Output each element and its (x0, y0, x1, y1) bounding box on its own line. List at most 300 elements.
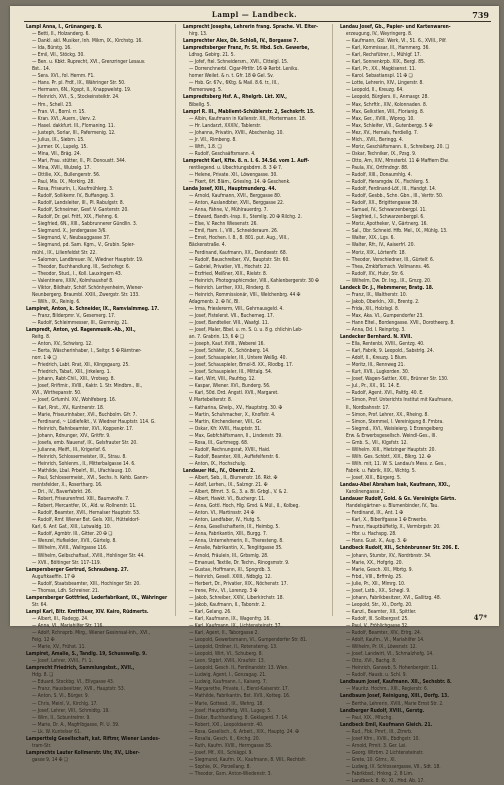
directory-entry: — Leopold, Gesch. II., Ferdinandstr. 13. Wien. (189, 665, 289, 672)
directory-entry: — Margarethe, Private, I., Elend-Kaiserstr. 17. (189, 686, 290, 693)
directory-entry: — Marie, Gesch. XII., Mbrtg. 9. (346, 566, 413, 573)
directory-entry: — Ferdinand, ~ Lüdiefelkt., V. Wiedner Hauptstr. 114. G. (32, 418, 156, 425)
directory-entry: — Emanuel, Textile, Dr. Techn., Rinogsmstr. 9. (189, 559, 290, 566)
directory-entry: — Mari, Frau. stütter, II., Pl. Donoustt. 344. (32, 157, 127, 164)
directory-entry: — Jakob, Schreiber, XXIV., Liberkirchstr. 18. (189, 594, 284, 601)
directory-entry: — Mathilde, Lbal. Prbelrf., III., Ufachlausg. 10. (32, 467, 133, 474)
directory-entry: — Johann, Rabt-Chil., XIII., Vrotseg. 8. (32, 376, 115, 383)
directory-entry: — Rudolf, Schleimmesser, III., Giemmig. 21. (32, 319, 129, 326)
directory-entry: — Anton, S. VI., Bürger. 9. (32, 693, 90, 700)
directory-entry: — Franz, Hausbesitzer, XVII., Hauptstr. 53. (32, 686, 126, 693)
directory-entry: — Marie, Friseurinhaber, XVI., Buchbolm. Gfr. 7. (32, 411, 137, 418)
directory-entry: — Karl, X., Biberlfgasse 1 ✠ Erwerbs. (346, 517, 428, 524)
directory-entry: — Heinrich, Rommissionär, VIII., Welchenbrg. 44 ✠ (189, 291, 301, 298)
directory-entry: — Theodor, Gsm. Anton-Wiedenstr. 3. (189, 770, 272, 777)
directory-entry: — Josef, Landwirt, VI., Schmalzhofg. 14. (346, 651, 434, 658)
directory-entry: — Rudolf, Beamter, XVII., Hernalser Hauptstr. 53. (32, 510, 141, 517)
directory-entry: — Irma, Frieslererm, VIII., Gehrnausgeld. 4. (189, 305, 284, 312)
directory-entry: — Adolf, Lerhen., IX., Salzngr. 21. ✠ (189, 482, 268, 489)
directory-entry: — Hm., Schell. 23. (32, 101, 73, 108)
directory-entry: — Leopold, Gewerbsmann, VI., Gumpendorfer Str. 81. (189, 637, 308, 644)
directory-entry: — Justeph, Sorlar, III., Pafermenig. 12. (32, 129, 116, 136)
directory-entry: — Johann, Rdnunger, XIV., Gritftr. 9. (32, 432, 111, 439)
directory-entry: Bäckenstraße. 4. (189, 242, 226, 249)
directory-entry: — Ida, Bürstg. 16. (32, 45, 72, 52)
directory-entry: — Theodor, Verschiedner, III., Gürtelf. 6. (346, 256, 435, 263)
directory-entry: — Joseph, Kauf. XVIII., Weberei 16. (189, 341, 265, 348)
directory-entry-head: Lampersberger Gottfried, Lederfabrikant, IX., Währinger (26, 594, 168, 601)
directory-entry: — Josef, Wagen-Sattler, XXI., Brünner Str. 130. (346, 376, 449, 383)
directory-entry: — Rudolf, Agent. XVI., Paltfg. 40. E. (346, 390, 424, 397)
directory-entry: — Rudolf, Staatsbeamter, XIII., Hochinger Str. 20. (32, 580, 141, 587)
directory-entry: — Kran. XVI., Auern., Uerv. 2. (32, 115, 97, 122)
directory-entry: Bibellg. 5. (189, 101, 211, 108)
directory-entry: — Valentinere, XXIV., Kolmhaushof 8. (32, 277, 114, 284)
directory-entry: — Rudolf, Dr. gel. Fritf., XIX., Flehmg. 6. (32, 214, 119, 221)
directory-entry: — Wilh., IX., Reinig. 6. (32, 298, 81, 305)
directory-entry: — Julie, Pr., XII., Mlmrg. 10. (346, 580, 406, 587)
directory-entry: — Josef, Schauspieler, III., Untere Weißg. 40. (189, 355, 287, 362)
directory-entry-head: Landau-Abel Abraham Isak, Kaufmann, XXI., (340, 482, 451, 489)
directory-entry: — Rud., Fbk. Pmrf., III., Ztmrb. (346, 728, 413, 735)
directory-entry: — Samuel, IV., Schwarzenbergpl. 11. (346, 207, 427, 214)
directory-entry: — Franz, Hauptbüffetlg, X., Vermbrgstr. 20. (346, 524, 441, 531)
directory-entry-head: Lamprl R. III., Mabliemt-Schüblerstr. 2, Sechskrfr. 15. (183, 108, 315, 115)
directory-entry: — Kaspar, Wiener. XVI., Bunderg. 56. (189, 383, 271, 390)
directory-entry: — Jr. VII., Rimbeng. 8. (189, 136, 237, 143)
directory-entry: — Albin, Kaufmann in Kallenstr. XII., Mortermann. 18. (189, 115, 307, 122)
directory-entry: Karl, 6. Anf. Gaf., XIII., Lutwaldg. 10. (32, 524, 112, 531)
directory-entry: — Kaufmann, Gbl. Werk, VI., 51. 6., XVIII., Pilf. (346, 38, 447, 45)
directory-entry-head: Landa Josef, XIII., Hauptmunderg. 44. (183, 186, 277, 193)
directory-entry: Karolinengasse 2. (346, 489, 385, 496)
directory-entry-head: Lampredt, Anton, yd. Ragenmusik.-Ab., XII., (26, 327, 136, 334)
directory-entry-head: Landbeck Rudolf, XII., Schönbrunner Str. 206. E. (340, 545, 460, 552)
directory-entry: — Mina, XVII., Wulzelg. 17. (32, 164, 91, 171)
directory-entry: — Dri., IV., Baverfabrkt. 26. (32, 489, 93, 496)
directory-entry: — Ferdinand, Kaufmann, XX., Dendoestr. 68. (189, 249, 288, 256)
directory-entry: — Max, Schleifer, VII., Gutenbergg. 5 ✠ (346, 122, 433, 129)
directory-entry: — Albert, Seb., II., Blumenstr. 16. Rkt. ✠ (189, 475, 278, 481)
directory-entry: — Leopold, II., Kreuzg. 64. (346, 87, 404, 94)
directory-entry: mühl., IX., Lilienfeldst Str. 22. (32, 249, 97, 256)
directory-entry: — Karl, Rechsfütrer, I., Mühlgf. 17. (346, 52, 422, 59)
directory-entry: — Heinrich, XVI., S., Stockeinsteiktr. 24. (32, 94, 120, 101)
directory-entry: — Karl, Pr., XX., Magkisenst. 11. (346, 66, 417, 73)
directory-entry: — Leopold, Str., XI., Dorfg. 20. (346, 601, 413, 608)
directory-entry: — Jakob, Kaufmann, II., Taborstr. 2. (189, 601, 266, 608)
directory-entry: — Oskar, Kfr. XVIII., Hauptstr. 31. (189, 425, 262, 432)
directory-entry: — Mauritz. Hochm., XIII., Regierstr. 6. (346, 686, 429, 693)
directory-entry: — Rudolf, Geschaäftsmann. 4. (189, 150, 256, 157)
directory-entry-head: Lamprecht Friedrich, Sammlungsbst., XVII., (26, 665, 135, 672)
directory-entry: — Josef Kfm., XVIII., Ebdhgstr. 10. (346, 735, 420, 742)
directory-entry: — Wilhelm, XVIII., Wallrgasse 116. (32, 545, 108, 552)
directory-entry: — Siegmund, Kaufm. IX., Kaufmann, 8. VIII., Rechtsfr. (189, 756, 307, 763)
directory-entry: — Siegmund, V., Neubauggasse 37. (32, 235, 111, 242)
directory-entry: — Hr. Landarzt, XXXIV., Tablerstr. (189, 122, 262, 129)
directory-entry: — Moriz, Geschäftsmann. II., Schreiberg. 20. ❏ (346, 143, 450, 150)
directory-entry: — Karl, Sonnenkrpb. XIX., Bergl. 85. (346, 59, 426, 66)
directory-entry: — Otto, XVI., Bachg. 8. (346, 658, 397, 665)
directory-entry: — Rudolf, Gesbb., Schn. Gbn., III., Verttr. 50. (346, 193, 444, 200)
directory-entry: — Paula, XV., Ortfmdngr. 88. (346, 164, 409, 171)
directory-entry: — Dorrenchnerbl. Cigar-Mrtltr. 16 ✠ Rerbt. Leniku. (189, 66, 299, 73)
directory-entry: Ldhsg. Gebirg. 21. 5. (189, 52, 235, 59)
directory-entry: — Heinrich. Lerther, XXI., Rinderg. 8. (189, 284, 271, 291)
directory-entry: — Anton. VI., Martinsstr. 24 ✠ (189, 510, 255, 517)
directory-entry: — Karl, Rrst., XV., Kuntnerstr. 18. (32, 404, 105, 411)
directory-entry: — Dankl. akl. Musiker, Inh. Mikm, IX., Kirchstg. 16. (32, 38, 143, 45)
directory-entry: — Kurt, XVII., Lugkorden. 30. (346, 369, 410, 376)
directory-entry: — Georg. Wtrbm. 2 Lichtensteinstr. (346, 749, 424, 756)
directory-entry: — Max, Schrftlr., XIV., Kolonnaden. 8. (346, 101, 428, 108)
directory-entry: — Sophie, IX., Porzellang. 8. (189, 763, 251, 770)
directory-entry: — Marie, Gottesd., IX., Wehrg. 18. (189, 700, 264, 707)
directory-entry: — Heinrich, Ganswb, 5. Hohenbergstr. 11. (346, 665, 439, 672)
directory-entry: — Johann, Stumbr, XV., Nordrbnstr. 34. (346, 552, 432, 559)
directory-entry: — Rudolf, Schneimer, Gesf. V. Ganterstr. 20. (32, 207, 129, 214)
directory-entry: — Walter, XIX., Lgs. 6. (346, 235, 395, 242)
directory-entry: — Rosa, Friseurin, I., Kaufmühlerg. 3. (32, 186, 114, 193)
directory-entry: — Martin, Kirchendiener, VIII., Gr. (189, 418, 263, 425)
directory-entry: — Josef, Fistelerst. VII., Bucherneg. 17. (189, 312, 275, 319)
directory-entry: Reitg. 8. (32, 334, 51, 341)
column-divider (175, 24, 176, 616)
directory-entry: Auguftkaeffin. 17 ✠ (32, 573, 75, 580)
directory-entry: Feig. 12 ✠ (32, 637, 55, 644)
directory-entry: — Karol. Sebastianspl. 11 ✠ ❏ (346, 73, 413, 80)
directory-entry-head: Landeck Dr. J., Hebmmerer, Bratg. 18. (340, 284, 434, 291)
directory-entry-head: Lamperttelg Gesellschaft, kat. Riftmr, Wiener Landes- (26, 735, 160, 742)
directory-entry: — Chris, Meinl, V., Kirchlg. 17. (32, 700, 98, 707)
directory-entry: — Anna, VI., Mariahilfer Str. 116. (32, 622, 104, 629)
directory-entry: — Grete, 10. Gtmr., XI. (346, 756, 396, 763)
directory-entry: — Ella, Rentenbi, XVIII., Gentzg. 40. (346, 341, 425, 348)
directory-entry: Fabrik. u. Fabrik, XIX., Wchtg. 5. (346, 467, 417, 474)
directory-entry: — Rudolf, Beamter, XIII., Auffefelferstr. 6. (189, 453, 280, 460)
directory-entry: XVI., Wirthepanstr. 50. (32, 390, 82, 397)
directory-entry: — Josef, Grfumhl. XV., Wohlfeberg. 16. (32, 397, 117, 404)
directory-entry: — Eduard, Stockbg. VI., Ellvgasse 43. (32, 679, 115, 686)
directory-entry: — Amalie, Fabrikantin, X., Tenglitgasse 35. (189, 545, 283, 552)
column-divider (332, 24, 333, 616)
directory-entry: — Lk. W. Kuntelser 61. (32, 728, 82, 735)
directory-entry: — Friedrich, Tabaf., XIII., Jirkelerg. 1. (32, 369, 111, 376)
directory-entry: — Moriz, Apotheker, V., Gärtnerg. 16. (346, 221, 428, 228)
directory-entry: — Wim, II., Scbuntrelmr. 9. (32, 714, 91, 721)
directory-entry-head: Landauer Hd., IV., Oberstr. 2. (183, 467, 256, 474)
directory-entry: Str. 64. (32, 601, 48, 608)
directory-entry: — Wenzel, Hufkelder, XVII., Gürtelg. 8. (32, 538, 117, 545)
directory-entry: — Salomon, Landbreuer. IV., Wiedner Hauptstr. 19. (32, 256, 144, 263)
directory-entry-head: Lampredtsberger Franz, Fr. St. Hbd. Sch. Gewerbe, (183, 45, 310, 52)
directory-entry: — Arnold, Kaufmann, XVII., Berggasse 80. (189, 193, 282, 200)
page-number: 739 (472, 10, 489, 20)
directory-entry: — Rudolf, III. Sollbergssf. 25. (346, 615, 409, 622)
directory-entry: — Hbr. u. Hachspg. 28. (346, 531, 397, 538)
directory-entry: — Rudolf, Hausb. u. Schl. 9. (346, 672, 407, 679)
directory-entry: — Jofef, ftel. Schneidersm., XVII., Cittelgl. 15. (189, 59, 289, 66)
directory-entry: — Rudolf, Rechnungsrat, XVIII., Haid. (189, 446, 271, 453)
directory-entry: — Rudolf, Beamter, XIV., Erlrg. 24. (346, 630, 422, 637)
directory-entry: — Edward, Bandh.-Insp. II., Stemlig. 20 ✠ Rilchg. 2. (189, 214, 302, 221)
directory-entry: — Rudolf, XIII., Donaumhlg. 4. (346, 171, 413, 178)
directory-entry: — Marie, XV., Frühst. 11. (32, 644, 86, 651)
directory-entry: — Johanna, Privatin, XVIII., Abschenlsg. 10. (189, 129, 284, 136)
directory-entry: — Simon, Prof. Unterichts Institut mit Kaufmann, (346, 397, 453, 404)
directory-entry-head: Landau Josef, Gb., Papier- und Kartenwaren- (340, 24, 451, 30)
directory-entry: — Rudolf, XX., Brigittengasse 38. (346, 200, 419, 207)
directory-entry: — Josef, Lehrer, XVIII., Fl. 1. (32, 658, 93, 665)
directory-entry: — Rudolf, Rmf. Wiener Bst. Gels. XIII., Hütteldorf- (32, 517, 140, 524)
directory-entry: — Josef, XIX., Bürgerg. 5. (346, 475, 402, 481)
directory-entry-head: Lampiret, Anton, k. Schneider, IX., Ramvialmmeg. 17. (26, 305, 159, 312)
directory-column-middle (183, 24, 325, 777)
directory-entry: — Ferdinand, IX., Ant. 1 ✠ (346, 510, 404, 517)
directory-entry: — Helene, Private. XII., Löwengasse. 30. (189, 171, 278, 178)
sheet-signature: 47* (473, 613, 487, 622)
directory-entry: — Herbert, Dr., Privatier, XIX., Nöchenstr. 17. (189, 580, 288, 587)
directory-entry: — Wilh. mit, 11. W. S. Landau's Mess. z. Ges., (346, 460, 446, 467)
directory-entry: — Heinrich, Gesell. XXIII., Ndbglg. 12. (189, 573, 272, 580)
directory-page (10, 6, 499, 785)
directory-entry: — Frbd., VIII., Brffmlg. 25. (346, 573, 403, 580)
directory-entry: — Ludwig, IX. Schlossergasse, VII., Sdt. 18. (346, 763, 441, 770)
directory-entry: Adagmenb. 2. ✠ IV., Bl. (189, 298, 240, 305)
directory-entry: — Walter, Rfr., IV., Aaiserfrl. 20. (346, 242, 415, 249)
directory-entry: — Anna, Gottl. Hoch, Hlg. Gmd. & Mül., II., Kolbeg. (189, 503, 300, 510)
directory-entry: — Josef, Hauptbüffetg, VIII., Lugeg. 5. (189, 707, 272, 714)
directory-entry-head: Lampiret, Amalie, S., Tandlg. 19, Schusswallg. 9. (26, 651, 147, 658)
directory-entry: — Rudolf, Agmbtr. III., Gitter. 20 ✠ ❏ (32, 531, 113, 538)
directory-entry: — Berta, Wäscherinhaber, I., Seitgr. 5 ✠ Rärntner- (32, 348, 142, 355)
directory-entry-head: Landauer Rudolf, Gold. & Gs. Vereinigte Gärtn. (340, 496, 457, 503)
directory-entry: — Lotte, Lehrerin, XIV., Lingerstr. 8. (346, 80, 424, 87)
directory-entry: — Jakob, Oberkln., XII., Brentg. 2. (346, 298, 420, 305)
directory-entry: — Theodor, Buchhandlung. III., Sechofegr. 6. (32, 263, 131, 270)
directory-entry-head: Lamprechts Lauter Kollmerstr. Uhr, XV., Liber- (26, 749, 140, 756)
directory-entry: — Albert, Bfmrt. 3. G., 3. a. Bl. Grbgl., V. & 2. (189, 489, 288, 496)
running-title: Lampl — Landbeck. (211, 10, 298, 19)
directory-entry: — Ludwig, Agent, I., Gonzagag. 21. (189, 672, 267, 679)
directory-entry: — Josef, Lehrer, VIII., Schmidtg. 19. (32, 707, 110, 714)
directory-entry: — Adolf, II., Kreuzg. 1 Blum. (346, 355, 408, 362)
directory-entry: — Siegfried, I., Schwarzenbergpl. 6. (346, 214, 425, 221)
directory-entry: II., Nordbahnstr. 17. (346, 404, 390, 411)
directory-entry: — Robert, XXI., Leopoldaerstr. 40. (189, 721, 264, 728)
directory-entry: — Paul, V., Fröhlichgasse 32. (346, 622, 409, 629)
directory-entry: — Rudolf, Ferdinand-Löf., III., Handgt. 14. (346, 186, 437, 193)
directory-entry: Bst.. 14. (32, 66, 51, 73)
directory-entry: — Siegfried, 6N., XIII., Sabbrunnerer Gündlin. 3. (32, 221, 138, 228)
directory-entry-head: Landbaum Josef, Reinigung, XIII., Dorfg. 13. (340, 693, 449, 700)
directory-entry: — Wilhelm, Gelbschaftsaf., XVIII., Hohlinger Str. 44. (32, 552, 145, 559)
directory-entry: — Max, Gelkstlen, VIII., Florianig. 8. (346, 108, 425, 115)
directory-entry: — Hann Eltel., Bordengasse. XVII., Dorotheerg. 8. (346, 319, 455, 326)
directory-entry: — Irene, Priv., VI., Lorenzg. 3 ✠ (189, 587, 258, 594)
directory-entry: — Rosalia, Gesch. II., Kirchg. 20. (189, 735, 261, 742)
directory-entry: — Johann, Fabrikbesitzer, XVI., Gallitzg. 48. (346, 594, 442, 601)
directory-entry: — Arnold, Prmit. 3. Ger. Lei. (346, 742, 407, 749)
directory-entry: — Karl, Wirt, VIII., Paufrbg. 12. (189, 376, 256, 383)
directory-entry: — Betti, II., Holzanderg. 6. (32, 31, 90, 38)
directory-entry: — Karl, Fabrik, 9. Leopold., Sabstrlg. 24. (346, 348, 435, 355)
directory-entry: — Sera. XVI., fol. Hernm. F1. (32, 73, 95, 80)
directory-entry: — Leopold, Ordiner, II., Rotensterng. 13. (189, 644, 278, 651)
directory-entry: — Rosa, Gesellsch., 6. Arbeit., XIX., Hauptg. 24. ✠ (189, 728, 299, 735)
directory-entry-head: Landberger Rudolf, XVIII., Gerstg. (340, 707, 425, 714)
directory-entry: — Anton, XV., Schwisrg. 12. (32, 341, 93, 348)
directory-entry: — Hermann, 6N., Kgspt, II., Knappwelstg. 19. (32, 87, 132, 94)
directory-entry: — Ernst, Hochen. I. 8., 8. 801. put. Aug., VIII., (189, 235, 289, 242)
directory-entry: Handelsgärtner- u. Blumenbinder, IV., Tau. (346, 503, 439, 510)
directory-entry-head: Lampl Karl, Bltr. Kmtfthuer, XIV. Kairo, Rüdmerts. (26, 608, 149, 615)
directory-entry: — Heinrich, Schlossermeister, IX., Strau. 8. (32, 453, 127, 460)
directory-entry: — Ludwig, Kaufmann, I., Kaiserg. 7. (189, 679, 268, 686)
directory-entry: — Karl, 50d. Drd. Angstl. XVII., Margaret. (189, 390, 279, 397)
directory-entry: — Mina, VII., Bräg. 24. (32, 150, 81, 157)
directory-entry-head: Landbaum Josef, Kaufmann. XII., Sechsbtr. 8. (340, 679, 452, 686)
directory-entry: — Marie, Dr. A., Magfrlbgasse, Pl. U. 39. (32, 721, 120, 728)
directory-entry: — Jul., Pr., XX., 91. 14. E. (346, 383, 401, 390)
directory-entry: — Oskar, Buchhandlung. 8. Geklagerd. 7. 14. (189, 714, 289, 721)
directory-entry: — Hans. Gust. X., Aug. 3. ✠ (346, 538, 407, 545)
directory-entry: — Thea, Zmkbflxmsch. Vollmanns. 46. (346, 263, 431, 270)
directory-entry: — Gmb. S., VII., Klgsfstr. 12. (346, 439, 408, 446)
directory-entry: — Ottilie, XX., Bullengerstr. 56. (32, 171, 101, 178)
directory-entry: — Adolf, Rchnsprb. Mirg., Wiener Gesinnsal-Inh., XVI., (32, 630, 151, 637)
directory-entry: — Josef, Schauspieler, III., Mittalg. 54. (189, 369, 273, 376)
directory-entry: — Hsb. Gr. 67v., 6Ktg. & Mail. 8.6. tr., III., (189, 80, 279, 87)
directory-entry: — Arnold, Fräulein, III., Grbsmlg. 28. (189, 552, 269, 559)
directory-entry: — Paul, Schlossermeist., XVI., Sechs. h. Kehb. Ganm- (32, 475, 149, 481)
directory-entry: — Josef, Bandtelier. VIII., Waafgl. 11. (189, 319, 270, 326)
directory-entry: — Rudolf, XV., Hubr, Str. 6. (346, 270, 405, 277)
directory-entry: Erw. & Erwerbsgesellsch. Weindl-Ges., III. (346, 432, 437, 439)
directory-entry: — Emil, VII., Stöckg. 30. (32, 52, 85, 59)
directory-entry: — Josef, Rriftmir., XVIII., Kaktr. 1. Str. Mindbm., III., (32, 383, 143, 390)
directory-entry: — Max, Gebfchäftsmann, II., Lindenstr. 39. (189, 432, 283, 439)
directory-entry-head: Lamprecht Josepha, Lehrerin frang. Sprache. VI. Elter- (183, 24, 318, 30)
directory-entry: — Josefa, emb. Nauensf, IX., Gelsfrauter Str. 20. (32, 439, 138, 446)
directory-entry: — Heinrich, Sohlenm., II., Mitterbalgasse 14. 6. (32, 460, 136, 467)
directory-entry: — Jurmer. IX., Lupelg. 15. (32, 143, 88, 150)
directory-entry: — Wilhelm. XIII., Hietzinger Hauptstr. 20. (346, 446, 436, 453)
directory-entry: Neunbergerg. Braumbl. XXIII., Zwergstr. Str. 133. (32, 291, 140, 298)
directory-entry: — Adolf, Kaufm., VI., Mariahilfer 14. (346, 637, 425, 644)
directory-entry: Hdg. 8. ❏ (32, 672, 54, 679)
directory-entry: — Siegmund, pd. Sam. Kgm., V., Grubin. Spier- (32, 242, 135, 249)
directory-entry: — Rudolf, Bauschreiber, XV., Bauptstr. Str. 60. (189, 256, 290, 263)
directory-entry: — Heinrich, Bahnbeamter, XVI., Koppenkr. 17. (32, 425, 134, 432)
directory-entry: — Anna, Fabrikantin, XIII., Burgg. 7. (189, 531, 268, 538)
directory-entry: — Otto, Arn, XIV., Mmsterbl. 11 ✠ Maffiern Elw. (346, 157, 449, 164)
directory-entry: — Wilhelm, Pr. IX., Löwenstr. 12. (346, 644, 417, 651)
directory-entry: — Hans. Pr. pl. Frdf., IX., Währinger Str. 50. (32, 80, 126, 87)
directory-entry: — Ben. u. Kbkt. Ruprecht, XVI., Grenzringer Lesauv. (32, 59, 146, 66)
directory-entry: gasse 9, 14 ✠ ❏ (32, 756, 68, 763)
directory-entry: — Heinrich, Photographicmder, VIII., Kahlenbergerstr. 30 ✠ (189, 277, 319, 284)
directory-entry: — Kanzl., Beamter, XII., Spittler. (346, 608, 417, 615)
directory-entry: — Bertha, Lehrerin, XVIII., Marie Ernst Str. 2. (346, 700, 444, 707)
directory-entry: — Frida, XII., Holzlsgl. 8. (346, 305, 400, 312)
directory-entry: — Julius, IX., Siebrn. 15. (32, 136, 85, 143)
directory-entry: — Simon, Prof. Lehrer, XX., Rheing. 8. (346, 411, 429, 418)
directory-entry: — Marie, XX., Hofgrlg. 20. (346, 559, 403, 566)
directory-entry-head: Lamprechter Alex, Dk. Schloß, IV., Borgasse 7. (183, 38, 299, 45)
directory-entry: — Erzfried, Meißner, XIX., Rielstr. 8. (189, 270, 268, 277)
directory-entry: mentsfelder, X., Rosertharg. 16. (32, 482, 103, 489)
directory-entry: — Leopold, Bürglers. II., Anmasgr. 28. (346, 94, 429, 101)
directory-entry: — Robert, Mercantfer, IX., Ald. w. Rollnerstr. 11. (32, 503, 137, 510)
directory-entry: — Paul, XIX., Mfuchg. (346, 714, 393, 721)
directory-entry: — Julianne, Meiff., III., Krigerlof. 6. (32, 446, 107, 453)
directory-entry: — Friedrich, Labt. Rrat, XII., Klingsgaurg. 25. (32, 362, 130, 369)
directory-entry: — Landbeck. 8. Kr, XI., Hnd. Ab. 17. (346, 778, 425, 785)
directory-entry: — Rudolf, Sollikemr. IV., Buffangeg. 3. (32, 193, 115, 200)
directory-entry: V. Martebelterstr. 8. (189, 397, 233, 404)
directory-entry: — Fran. VI., Bornl. rr. 15. (32, 108, 86, 115)
directory-entry: tram-Str. (32, 742, 52, 749)
directory-entry: — Karl, Kommissar, III., Hammerg. 36. (346, 45, 430, 52)
directory-entry: norr. 1 ✠ ❏ (32, 355, 57, 362)
directory-entry: homer Weilet. & n. t. Gfr. 18 ✠ Gel. Sv. (189, 73, 274, 80)
directory-entry-head: Lampredtsberg Hsf. A., Rhelgrb. Lkt. XIV., (183, 94, 287, 101)
directory-entry: — Mathilde, Fabrikantin, Bst. XVII., Kotteg. 16. (189, 693, 291, 700)
directory-entry: — Gabriel, Privatier, VII., Hochstr. 22. (189, 263, 271, 270)
directory-entry: — Leon, Stgbrl, XVIII., Kraufstr. 13. (189, 658, 266, 665)
directory-entry: — Karl, Gelang. 26. (189, 608, 232, 615)
directory-entry: — Anna, Fähne, V., Mühlrauerdrg. 7. (189, 207, 268, 214)
directory-entry: — Karl, Agent, II., Taborgasse 2. (189, 630, 259, 637)
directory-entry: — Fabrikbsd.; Hnkng. 2, 8 Lim. (346, 770, 414, 777)
header-rule (24, 21, 491, 22)
directory-entry: — Mez, XV., Hernals, Ferdiellg. 7. (346, 129, 419, 136)
directory-entry: — Josef, Schauspieler, Brnol-8. XX., Rlodbg. 17. (189, 362, 294, 369)
directory-entry: — Ruth, Kaufm. XVIII., Herrngasse 35. (189, 742, 273, 749)
directory-entry: — XVII., Böltinger Str. 117–119. (32, 559, 102, 566)
directory-entry: — Moritz, III., Rennweg 21. (346, 362, 405, 369)
directory-entry: — Karl, Kaufmann, IX., Lichtensteinstr. 37. (189, 622, 282, 629)
directory-entry: an. 7. Grabrin. 13, 6 ✠ ❏ (189, 334, 244, 341)
directory-entry: — Siegmund. X., Jendergasse 3/6. (32, 228, 107, 235)
directory-entry: — Josef, Schäfer, IX., Schönberg. 14. (189, 348, 270, 355)
directory-entry: — Hasel. dakkfurt. III., Flomaning. 11. (32, 122, 115, 129)
directory-entry: — Gustav, Hoffmann, Xl., Spngrdb. 3. (189, 566, 272, 573)
directory-entry: — Leopold, Wirt, VI., Schuberg. 8. (189, 651, 263, 658)
directory-entry: rentliegend. u. Ubechtungsbdrm. 8. 3 ✠ 7. (189, 164, 283, 171)
directory-entry-head: Landbeck Emil, Kaufmann Gleich. 21. (340, 721, 433, 728)
directory-entry: — Albert, Hawkt. VI., Buchergr. 11. (189, 496, 266, 503)
directory-entry: Fiemersweg. 5. (189, 87, 223, 94)
directory-entry: — Robert, Friseurenfmd. XIII., Baumwolfe. 7. (32, 496, 130, 503)
directory-entry: — Anna, Gesellschafterin, IX., Heimbg. 5. (189, 524, 280, 531)
directory-entry: — Moriz, XIX., Lörtenflr. 18. (346, 249, 406, 256)
directory-entry: — Katharina, Ghelp., XV., Hauptstrg. 30. ✠ (189, 404, 283, 411)
directory-entry: — Josef, Lstb., XX., Schegl. 9. (346, 587, 411, 594)
directory-entry: erzeugung, IV., Weyringerg. 8. (346, 31, 413, 38)
directory-entry: — Anton, IX., Hochschulg. (189, 460, 247, 467)
directory-entry: — Wtfi., 1.8. ❏ (189, 143, 222, 150)
directory-entry: — Rosa, III., Gurtmegg. 68. (189, 439, 249, 446)
directory-entry: — Sal., Obr. Schneid. Hfb. Mel., IX., Mühlg. 13. (346, 228, 448, 235)
directory-entry: — Karl, Kaufmann, IX., Wagenfrg. 16. (189, 615, 271, 622)
directory-entry: — Anna, Dd. I. Reinprbg. 3. (346, 327, 406, 334)
directory-entry: hirg. 13. (189, 31, 208, 38)
directory-entry: — Oskar, Techniker, IX., Pzsg. 9. (346, 150, 417, 157)
directory-entry-head: Lampersberger Gertrud, Schraubeng. 27. (26, 566, 129, 573)
